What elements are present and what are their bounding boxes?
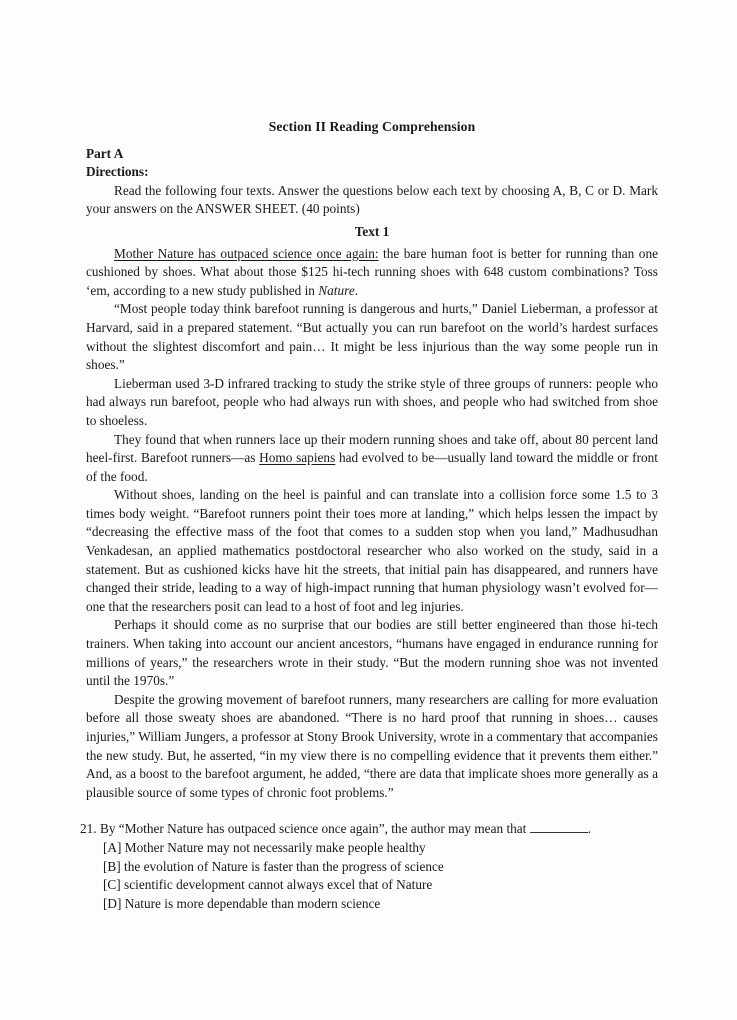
question-stem-end: . (587, 821, 592, 837)
paragraph-5: Without shoes, landing on the heel is painful and can translate into a collision force some 1.5 to 3 times body weight. “Barefoot runners point their toes more at landing,” which helps lessen the impact by “decreasing the effective mass of the foot that comes to a sudden stop when you land,” Madhusudhan Venkadesan, an applied mathematics postdoctoral researcher who also worked on the study, said in a statement. But as cushioned kicks have hit the streets, that initial pain has disappeared, and runners have changed their stride, leading to a way of high-impact running that human physiology wasn’t evolved for—one that the researchers posit can lead to a host of foot and leg injuries. (86, 487, 658, 614)
option-a: [A] Mother Nature may not necessarily make people healthy (103, 839, 426, 855)
exam-page (80, 118, 658, 913)
paragraph-7: Despite the growing movement of barefoot runners, many researchers are calling for more evaluation before all those sweaty shoes are abandoned. “There is no hard proof that running in shoes… causes injuries,” William Jungers, a professor at Stony Brook University, wrote in a commentary that accompanies the new study. But, he asserted, “in my view there is no compelling evidence that it prevents them either.” And, as a boost to the barefoot argument, he added, “there are data that implicate shoes more generally as a plausible source of some types of chronic foot problems.” (86, 691, 658, 800)
option-c: [C] scientific development cannot always excel that of Nature (103, 877, 433, 893)
paragraph-4-end: had evolved to be—usually land toward the middle or front of the food. (86, 450, 658, 484)
journal-name: Nature (318, 282, 355, 298)
answer-blank (530, 820, 588, 833)
section-title: Section II Reading Comprehension (268, 119, 476, 134)
option-d: [D] Nature is more dependable than modern science (103, 895, 381, 911)
underlined-species: Homo sapiens (259, 450, 336, 466)
option-b: [B] the evolution of Nature is faster than the progress of science (103, 858, 444, 874)
paragraph-3: Lieberman used 3-D infrared tracking to study the strike style of three groups of runners: people who had always run barefoot, people who had always run with shoes, and people who had switched from shoe to shoeless. (86, 375, 658, 428)
text-title: Text 1 (354, 223, 390, 239)
paragraph-1 (86, 245, 658, 301)
underlined-phrase: Mother Nature has outpaced science once again: (114, 245, 379, 261)
part-label: Part A (86, 145, 124, 161)
paragraph-1-text: the bare human foot is better for running than one cushioned by shoes. What about those $125 hi-tech running shoes with 648 custom combinations? Toss ‘em, according to a new study published in (86, 245, 658, 298)
question-21 (80, 820, 658, 913)
directions-text: Read the following four texts. Answer the questions below each text by choosing A, B, C or D. Mark your answers on the ANSWER SHEET. (40 points) (86, 182, 658, 217)
question-stem-text: 21. By “Mother Nature has outpaced science once again”, the author may mean that (80, 821, 530, 837)
paragraph-4 (86, 431, 658, 487)
paragraph-2: “Most people today think barefoot running is dangerous and hurts,” Daniel Lieberman, a professor at Harvard, said in a prepared statement. “But actually you can run barefoot on the world’s hardest surfaces without the slightest discomfort and pain… It might be less injurious than the way some people run in shoes.” (86, 301, 658, 373)
paragraph-6: Perhaps it should come as no surprise that our bodies are still better engineered than those hi-tech trainers. When taking into account our ancient ancestors, “humans have engaged in endurance running for millions of years,” the researchers wrote in their study. “But the modern running shoe was not invented until the 1970s.” (86, 617, 658, 689)
paragraph-1-end: . (354, 282, 359, 298)
paragraph-4-text: They found that when runners lace up their modern running shoes and take off, about 80 percent land heel-first. Barefoot runners—as (86, 431, 658, 466)
question-stem (80, 820, 658, 839)
directions-label: Directions: (86, 164, 149, 180)
